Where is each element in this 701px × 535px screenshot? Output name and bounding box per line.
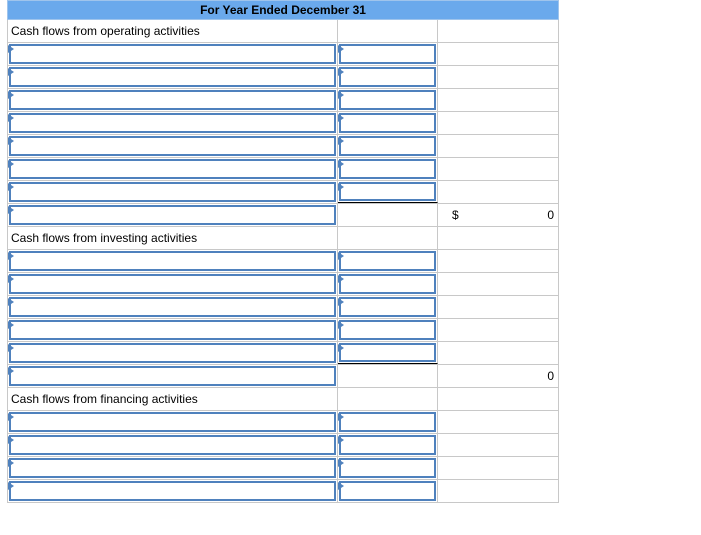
investing-total-row xyxy=(7,365,559,388)
section-label-row-financing xyxy=(7,388,559,411)
amount-input[interactable] xyxy=(339,412,436,432)
empty-cell xyxy=(438,20,559,42)
dropdown-marker-icon xyxy=(8,413,14,421)
dropdown-marker-icon xyxy=(8,367,14,375)
amount-input-cell[interactable] xyxy=(338,273,438,295)
section-label-row-operating xyxy=(7,20,559,43)
amount-input-cell[interactable] xyxy=(338,135,438,157)
amount-input-cell[interactable] xyxy=(338,89,438,111)
empty-cell xyxy=(438,227,559,249)
dropdown-marker-icon xyxy=(8,459,14,467)
description-input[interactable] xyxy=(9,90,336,110)
description-input[interactable] xyxy=(9,113,336,133)
description-input-cell[interactable] xyxy=(7,296,338,318)
description-input-cell[interactable] xyxy=(7,250,338,272)
financing-section-label: Cash flows from financing activities xyxy=(7,388,338,410)
description-input[interactable] xyxy=(9,320,336,340)
amount-input-cell[interactable] xyxy=(338,181,438,203)
description-input[interactable] xyxy=(9,274,336,294)
amount-input-cell[interactable] xyxy=(338,66,438,88)
amount-input[interactable] xyxy=(339,90,436,110)
empty-cell xyxy=(438,296,559,318)
investing-input-row xyxy=(7,273,559,296)
empty-cell xyxy=(438,480,559,502)
amount-input[interactable] xyxy=(339,320,436,340)
description-input[interactable] xyxy=(9,412,336,432)
amount-input[interactable] xyxy=(339,435,436,455)
investing-section-label: Cash flows from investing activities xyxy=(7,227,338,249)
amount-input-cell[interactable] xyxy=(338,112,438,134)
description-input[interactable] xyxy=(9,481,336,501)
description-input[interactable] xyxy=(9,136,336,156)
description-input[interactable] xyxy=(9,159,336,179)
dropdown-marker-icon xyxy=(338,459,344,467)
dropdown-marker-icon xyxy=(8,183,14,191)
dropdown-marker-icon xyxy=(338,482,344,490)
dropdown-marker-icon xyxy=(338,114,344,122)
investing-input-row xyxy=(7,319,559,342)
empty-cell xyxy=(438,250,559,272)
empty-cell xyxy=(438,66,559,88)
description-input[interactable] xyxy=(9,67,336,87)
amount-input[interactable] xyxy=(339,251,436,271)
description-input-cell[interactable] xyxy=(7,89,338,111)
dropdown-marker-icon xyxy=(8,252,14,260)
operating-total-value: 0 xyxy=(547,208,554,222)
dropdown-marker-icon xyxy=(338,45,344,53)
section-label-row-investing xyxy=(7,227,559,250)
investing-input-row xyxy=(7,296,559,319)
amount-input-cell[interactable] xyxy=(338,296,438,318)
amount-input-cell[interactable] xyxy=(338,434,438,456)
description-input-cell[interactable] xyxy=(7,457,338,479)
dropdown-marker-icon xyxy=(338,160,344,168)
dropdown-marker-icon xyxy=(338,252,344,260)
description-input-cell[interactable] xyxy=(7,158,338,180)
description-input-cell[interactable] xyxy=(7,181,338,203)
amount-input-cell[interactable] xyxy=(338,411,438,433)
operating-input-row xyxy=(7,43,559,66)
amount-input[interactable] xyxy=(339,44,436,64)
operating-input-row xyxy=(7,89,559,112)
header-row xyxy=(7,0,559,20)
dropdown-marker-icon xyxy=(338,68,344,76)
amount-input[interactable] xyxy=(339,67,436,87)
dropdown-marker-icon xyxy=(8,137,14,145)
description-input[interactable] xyxy=(9,435,336,455)
dropdown-marker-icon xyxy=(8,482,14,490)
operating-input-row xyxy=(7,181,559,204)
description-input-cell[interactable] xyxy=(7,434,338,456)
empty-cell xyxy=(438,181,559,203)
empty-cell xyxy=(438,319,559,341)
amount-input-cell[interactable] xyxy=(338,480,438,502)
amount-input[interactable] xyxy=(339,458,436,478)
amount-input-cell[interactable] xyxy=(338,457,438,479)
dropdown-marker-icon xyxy=(338,413,344,421)
empty-cell xyxy=(438,273,559,295)
operating-section-label: Cash flows from operating activities xyxy=(7,20,338,42)
dropdown-marker-icon xyxy=(338,183,344,191)
empty-cell xyxy=(438,342,559,364)
empty-cell xyxy=(338,227,438,249)
operating-input-row xyxy=(7,112,559,135)
operating-input-row xyxy=(7,158,559,181)
dropdown-marker-icon xyxy=(8,160,14,168)
dropdown-marker-icon xyxy=(8,206,14,214)
amount-input[interactable] xyxy=(339,136,436,156)
dropdown-marker-icon xyxy=(8,298,14,306)
amount-input[interactable] xyxy=(339,159,436,179)
empty-cell xyxy=(438,457,559,479)
empty-cell xyxy=(438,43,559,65)
amount-input-cell[interactable] xyxy=(338,250,438,272)
empty-cell xyxy=(338,388,438,410)
total-label-input-cell[interactable] xyxy=(7,204,338,226)
amount-input[interactable] xyxy=(339,113,436,133)
description-input-cell[interactable] xyxy=(7,480,338,502)
dropdown-marker-icon xyxy=(338,91,344,99)
amount-input[interactable] xyxy=(339,343,436,362)
total-label-input[interactable] xyxy=(9,205,336,225)
amount-input-cell[interactable] xyxy=(338,43,438,65)
empty-cell xyxy=(438,388,559,410)
dropdown-marker-icon xyxy=(338,344,344,352)
description-input[interactable] xyxy=(9,182,336,202)
empty-cell xyxy=(438,411,559,433)
description-input-cell[interactable] xyxy=(7,43,338,65)
description-input[interactable] xyxy=(9,297,336,317)
description-input[interactable] xyxy=(9,343,336,363)
amount-input[interactable] xyxy=(339,297,436,317)
dropdown-marker-icon xyxy=(8,91,14,99)
cash-flow-worksheet xyxy=(7,0,559,503)
dropdown-marker-icon xyxy=(8,114,14,122)
dropdown-marker-icon xyxy=(338,137,344,145)
empty-cell xyxy=(438,89,559,111)
empty-cell xyxy=(438,158,559,180)
operating-total-row xyxy=(7,204,559,227)
description-input[interactable] xyxy=(9,458,336,478)
empty-cell xyxy=(438,434,559,456)
description-input-cell[interactable] xyxy=(7,135,338,157)
amount-input[interactable] xyxy=(339,274,436,294)
total-label-input[interactable] xyxy=(9,366,336,386)
description-input-cell[interactable] xyxy=(7,66,338,88)
financing-input-row xyxy=(7,411,559,434)
dropdown-marker-icon xyxy=(338,436,344,444)
amount-input-cell[interactable] xyxy=(338,342,438,364)
operating-input-row xyxy=(7,66,559,89)
empty-cell xyxy=(338,20,438,42)
dropdown-marker-icon xyxy=(8,275,14,283)
investing-total-value: 0 xyxy=(547,369,554,383)
empty-cell xyxy=(438,135,559,157)
investing-input-row xyxy=(7,250,559,273)
investing-input-row xyxy=(7,342,559,365)
operating-input-row xyxy=(7,135,559,158)
dropdown-marker-icon xyxy=(338,275,344,283)
description-input[interactable] xyxy=(9,251,336,271)
description-input-cell[interactable] xyxy=(7,112,338,134)
dropdown-marker-icon xyxy=(8,321,14,329)
empty-cell xyxy=(338,204,438,226)
financing-input-row xyxy=(7,480,559,503)
dropdown-marker-icon xyxy=(8,344,14,352)
total-label-input-cell[interactable] xyxy=(7,365,338,387)
operating-total-cell xyxy=(438,204,559,226)
amount-input[interactable] xyxy=(339,481,436,501)
empty-cell xyxy=(338,365,438,387)
amount-input[interactable] xyxy=(339,182,436,201)
dropdown-marker-icon xyxy=(8,68,14,76)
financing-input-row xyxy=(7,434,559,457)
description-input[interactable] xyxy=(9,44,336,64)
dropdown-marker-icon xyxy=(8,45,14,53)
currency-symbol: $ xyxy=(452,208,459,222)
description-input-cell[interactable] xyxy=(7,319,338,341)
amount-input-cell[interactable] xyxy=(338,158,438,180)
investing-total-cell xyxy=(438,365,559,387)
description-input-cell[interactable] xyxy=(7,273,338,295)
dropdown-marker-icon xyxy=(338,321,344,329)
empty-cell xyxy=(438,112,559,134)
description-input-cell[interactable] xyxy=(7,411,338,433)
financing-input-row xyxy=(7,457,559,480)
header-title: For Year Ended December 31 xyxy=(200,3,366,17)
amount-input-cell[interactable] xyxy=(338,319,438,341)
dropdown-marker-icon xyxy=(8,436,14,444)
dropdown-marker-icon xyxy=(338,298,344,306)
description-input-cell[interactable] xyxy=(7,342,338,364)
